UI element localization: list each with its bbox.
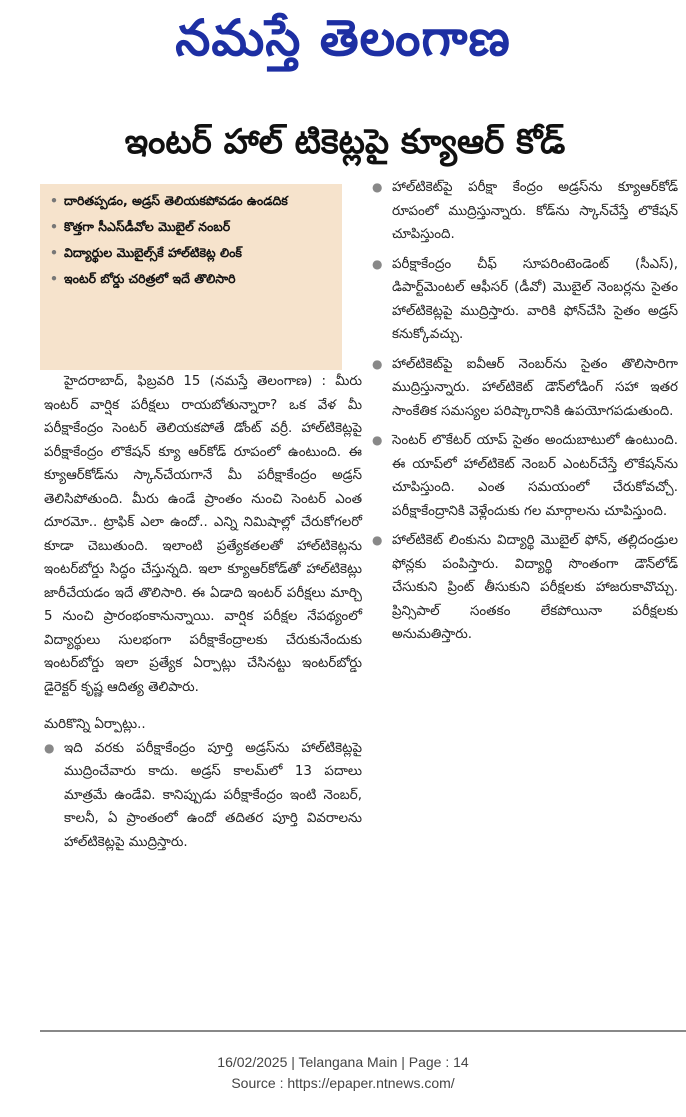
list-item: [372, 353, 678, 424]
bullet-icon: •: [50, 193, 58, 208]
bullet-icon: •: [50, 219, 58, 234]
list-item-text: హాల్‌టికెట్‌పై పరీక్షా కేంద్రం అడ్రస్‌ను క్యూఆర్‌కోడ్ రూపంలో ముద్రిస్తున్నారు. కోడ్‌ను స్కాన్‌చేస్తే లొకేషన్ చూపిస్తుంది.: [392, 180, 678, 242]
list-item: [372, 176, 678, 247]
highlight-item: [50, 244, 334, 261]
footer: [0, 1052, 686, 1094]
highlight-text: విద్యార్థుల మొబైల్స్‌కే హాల్‌టికెట్ల లింక్: [64, 245, 242, 260]
article-lead: హైదరాబాద్, ఫిబ్రవరి 15 (నమస్తే తెలంగాణ) : మీరు ఇంటర్ వార్షిక పరీక్షలు రాయబోతున్నారా? ఒక వేళ మీ పరీక్షాకేంద్రం సెంటర్ తెలియకపోతే డోంట్ వర్రీ. హాల్‌టికెట్లపై పరీక్షాకేంద్రం లొకేషన్ క్యూ ఆర్‌కోడ్ రూపంలో ఉంటుంది. ఈ క్యూఆర్‌కోడ్‌ను స్కాన్‌చేయగానే మీ పరీక్షాకేంద్రం అడ్రస్ తెలిసిపోతుంది. మీరు ఉండే ప్రాంతం నుంచి సెంటర్ ఎంత దూరమో.. ట్రాఫిక్ ఎలా ఉందో.. ఎన్ని నిమిషాల్లో చేరుకోగలరో కూడా చెబుతుంది. ఇలాంటి ప్రత్యేకతలతో హాల్‌టికెట్లను ఇంటర్‌బోర్డు సిద్ధం చేస్తున్నది. ఇలా క్యూఆర్‌కోడ్‌తో హాల్‌టికెట్లు జారీచేయడం ఇదే తొలిసారి. ఈ ఏడాది ఇంటర్ పరీక్షలు మార్చి 5 నుంచి ప్రారంభంకానున్నాయి. వార్షిక పరీక్షల నేపథ్యంలో విద్యార్థులు సులభంగా పరీక్షాకేంద్రాలకు చేరుకునేందుకు ఇంటర్‌బోర్డు ఇలా ప్రత్యేక ఏర్పాట్లు చేసినట్టు ఇంటర్‌బోర్డు డైరెక్టర్ కృష్ణ ఆదిత్య తెలిపారు.: [44, 374, 362, 695]
list-item: [44, 737, 362, 855]
list-item: [372, 429, 678, 523]
bullet-icon: ●: [372, 433, 383, 447]
list-item-text: హాల్‌టికెట్‌పై ఐవీఆర్ నెంబర్‌ను సైతం తొలిసారిగా ముద్రిస్తున్నారు. హాల్‌టికెట్ డౌన్‌లోడింగ్ సహా ఇతర సాంకేతిక సమస్యల పరిష్కారానికి ఉపయోగపడుతుంది.: [392, 356, 678, 419]
bullet-icon: •: [50, 271, 58, 286]
subheading: మరికొన్ని ఏర్పాట్లు..: [44, 717, 146, 732]
highlight-text: కొత్తగా సీఎస్‌డీవోల మొబైల్ నంబర్: [64, 219, 231, 234]
list-item-text: సెంటర్ లొకేటర్ యాప్ సైతం అందుబాటులో ఉంటుంది. ఈ యాప్‌లో హాల్‌టికెట్ నెంబర్ ఎంటర్‌చేస్తే లొకేషన్‌ను చూపిస్తుంది. ఎంత సమయంలో చేరుకోవచ్చో. పరీక్షాకేంద్రానికి వెళ్లేందుకు గల మార్గాలను చూపిస్తుంది.: [392, 433, 678, 519]
bullet-icon: ●: [372, 180, 383, 194]
highlight-item: [50, 270, 334, 287]
highlights-box: [40, 184, 342, 370]
footer-date-line: 16/02/2025 | Telangana Main | Page : 14: [217, 1054, 469, 1070]
bullet-icon: ●: [372, 356, 383, 371]
bullet-icon: •: [50, 245, 58, 260]
footer-source-link[interactable]: Source : https://epaper.ntnews.com/: [231, 1075, 455, 1091]
headline: ఇంటర్ హాల్ టికెట్లపై క్యూఆర్ కోడ్: [124, 122, 566, 162]
list-item: [372, 253, 678, 347]
footer-divider: [40, 1030, 686, 1032]
highlight-item: [50, 192, 334, 209]
article-left-column: [44, 370, 362, 860]
article-right-column: [372, 176, 678, 653]
list-item-text: హాల్‌టికెట్ లింకును విద్యార్థి మొబైల్ ఫోన్, తల్లిదండ్రుల ఫోన్లకు పంపిస్తారు. విద్యార్థి సొంతంగా డౌన్‌లోడ్ చేసుకుని ప్రింట్ తీసుకుని పరీక్షలకు హాజరుకావొచ్చు. ప్రిన్సిపాల్ సంతకం లేకపోయినా పరీక్షలకు అనుమతిస్తారు.: [392, 533, 678, 642]
bullet-icon: ●: [372, 533, 383, 547]
list-item-text: ఇది వరకు పరీక్షాకేంద్రం పూర్తి అడ్రస్‌ను హాల్‌టికెట్లపై ముద్రించేవారు కాదు. అడ్రస్ కాలమ్‌లో 13 పదాలు మాత్రమే ఉండేవి. కానిప్పుడు పరీక్షాకేంద్రం ఇంటి నెంబర్, కాలనీ, ఏ ప్రాంతంలో ఉందో తదితర పూర్తి వివరాలను హాల్‌టికెట్లపై ముద్రిస్తారు.: [64, 740, 362, 850]
bullet-icon: ●: [372, 256, 383, 271]
masthead-logo: నమస్తే తెలంగాణ: [175, 8, 511, 67]
list-item-text: పరీక్షాకేంద్రం చీఫ్ సూపరింటెండెంట్ (సీఎస్), డిపార్ట్‌మెంటల్ ఆఫీసర్ (డీవో) మొబైల్ నెంబర్లను సైతం హాల్‌టికెట్లపై ముద్రిస్తారు. వారికి ఫోన్‌చేసి సైతం అడ్రస్ కనుక్కోవచ్చు.: [392, 256, 678, 342]
highlight-text: ఇంటర్ బోర్డు చరిత్రలో ఇదే తొలిసారి: [64, 271, 236, 286]
list-item: [372, 529, 678, 647]
highlight-text: దారితప్పడం, అడ్రస్ తెలియకపోవడం ఉండదిక: [64, 193, 288, 208]
bullet-icon: ●: [44, 740, 55, 755]
highlight-item: [50, 218, 334, 235]
